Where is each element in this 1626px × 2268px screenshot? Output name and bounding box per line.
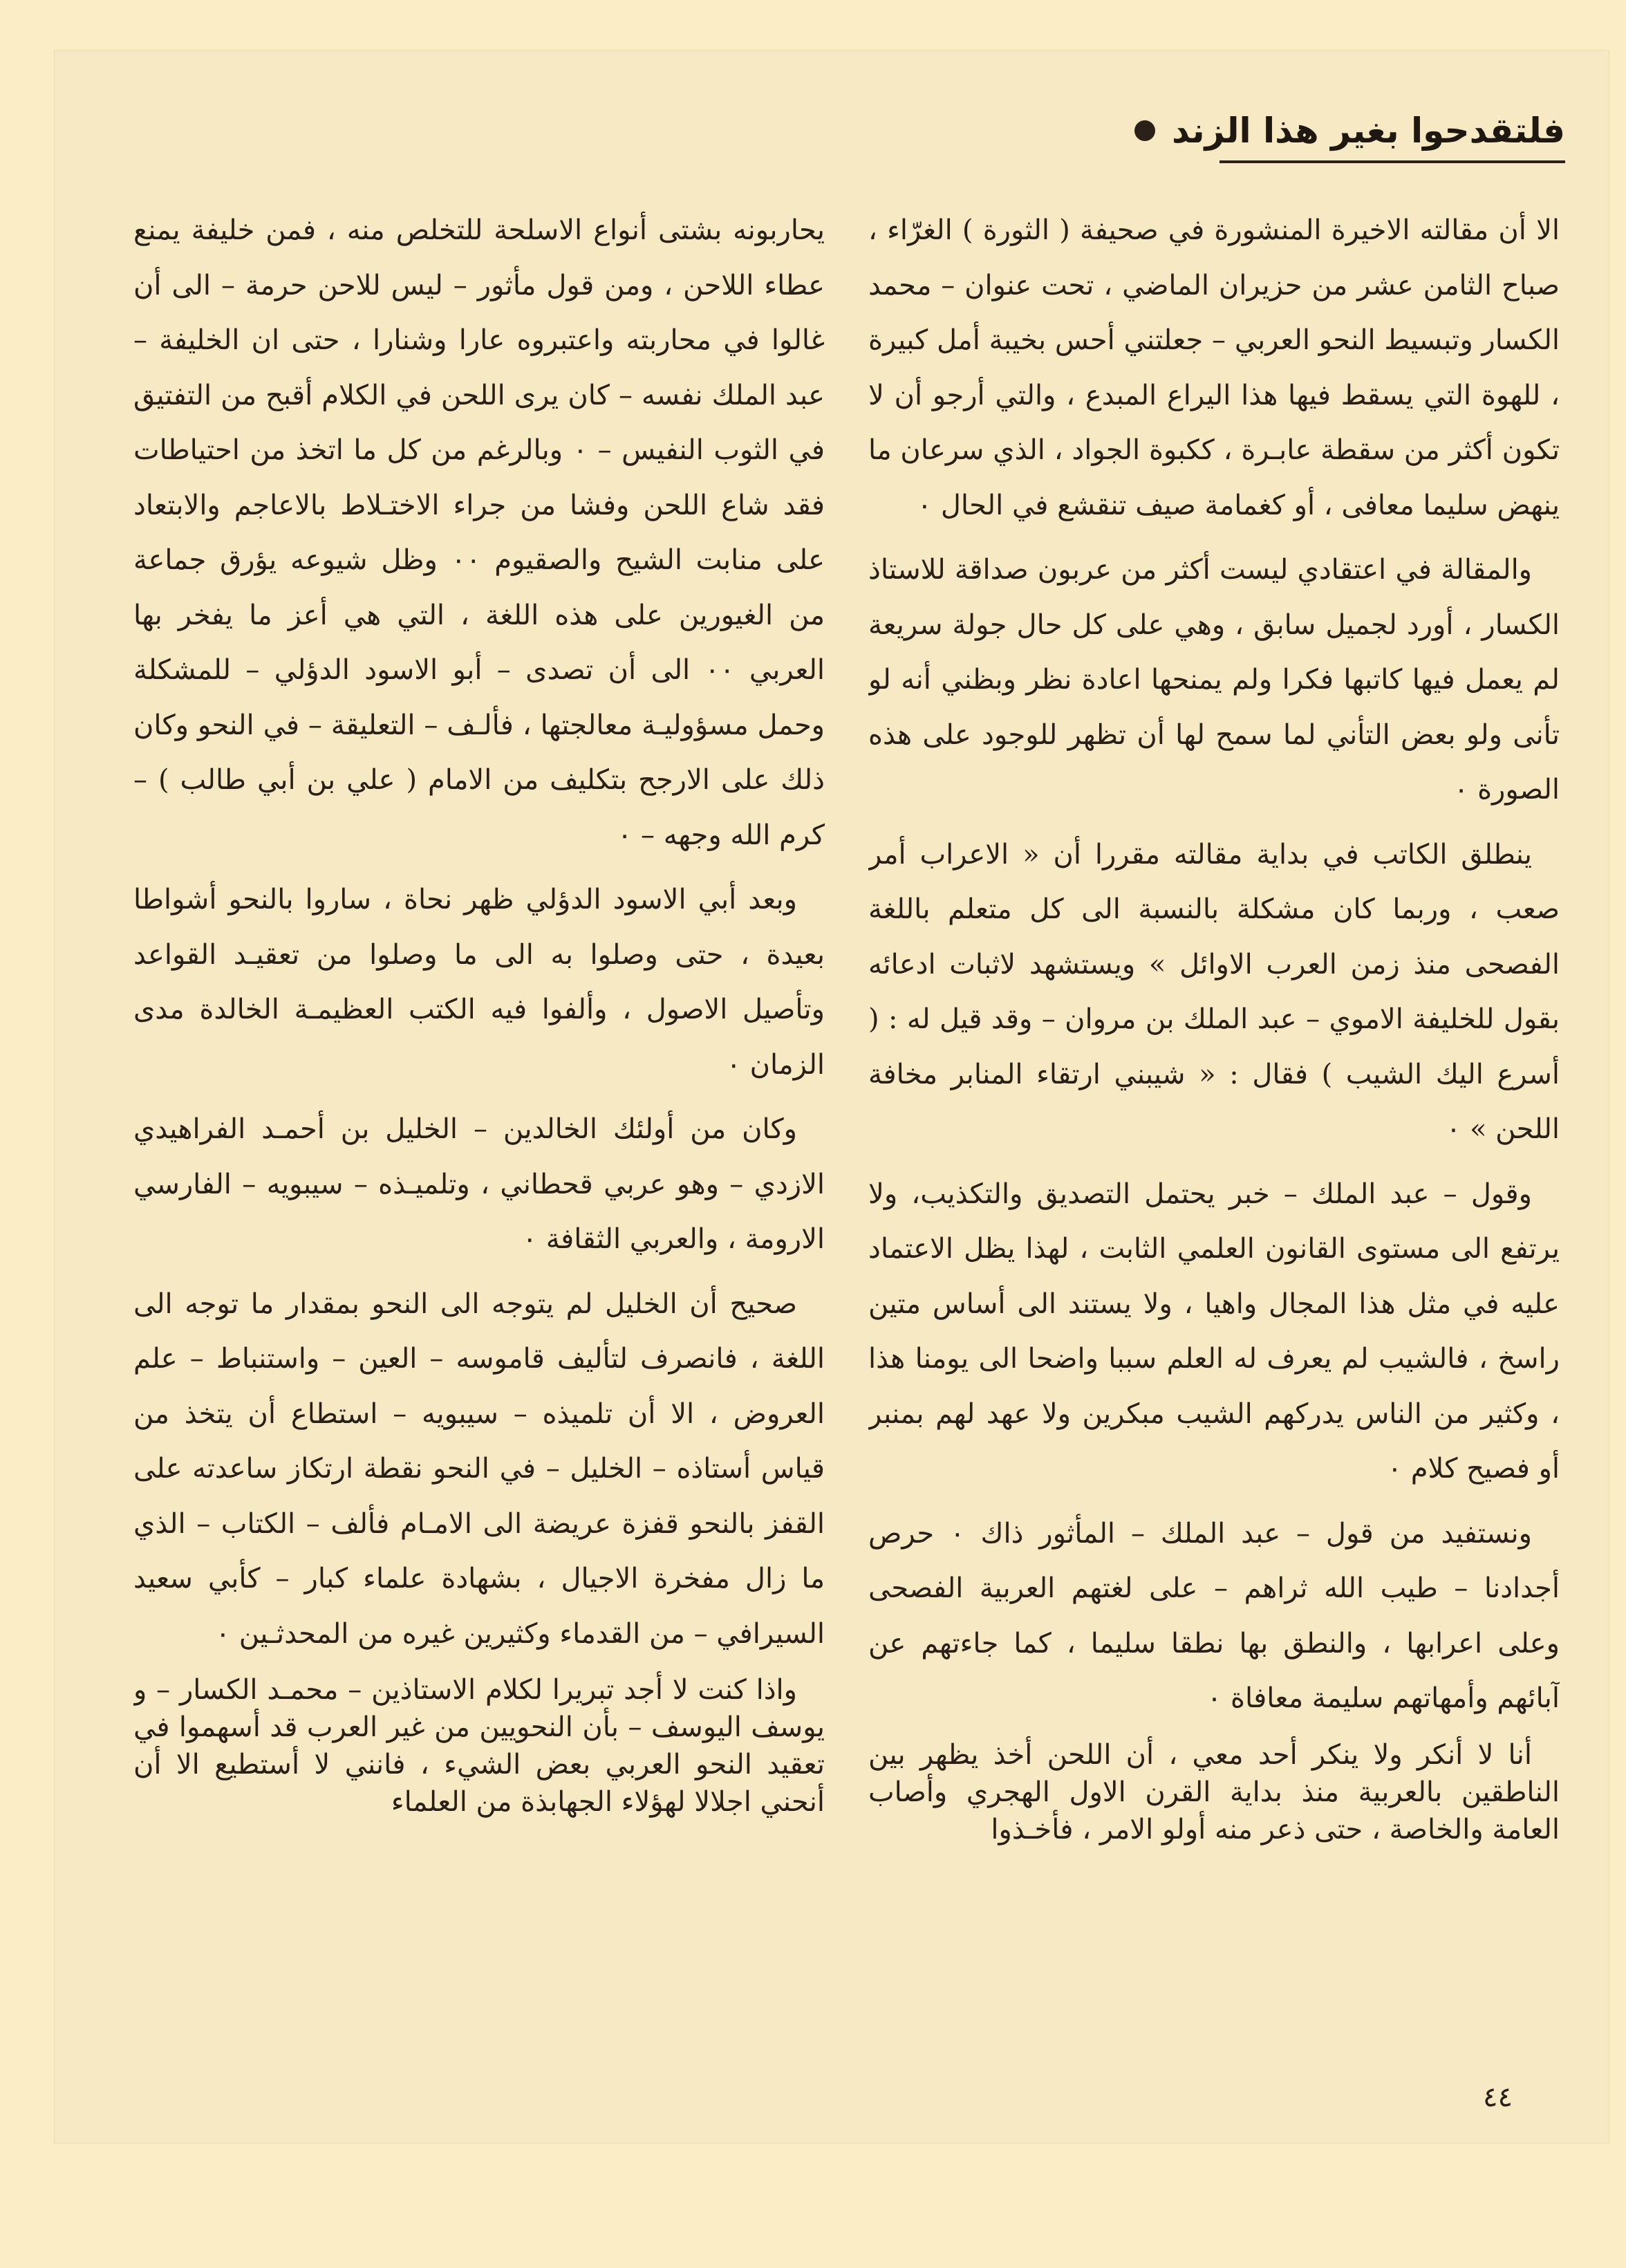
header-rule (1220, 160, 1565, 163)
paragraph: ونستفيد من قول – عبد الملك – المأثور ذاك ٠ حرص أجدادنا – طيب الله ثراهم – على لغتهم العربية الفصحى وعلى اعرابها ، والنطق بها نطقا سليما ، كما جاءتهم عن آبائهم وأمهاتهم سليمة معافاة ٠ (868, 1517, 1560, 1714)
paragraph: صحيح أن الخليل لم يتوجه الى النحو بمقدار ما توجه الى اللغة ، فانصرف لتأليف قاموسه – العين – واستنباط – علم العروض ، الا أن تلميذه – سيبويه – استطاع أن يتخذ من قياس أستاذه – الخليل – في النحو نقطة ارتكاز ساعدته على القفز بالنحو قفزة عريضة الى الامـام فألف – الكتاب – الذي ما زال مفخرة الاجيال ، بشهادة علماء كبار – كأبي سعيد السيرافي – من القدماء وكثيرين غيره من المحدثـين ٠ (133, 1288, 825, 1650)
paragraph: ينطلق الكاتب في بداية مقالته مقررا أن « الاعراب أمر صعب ، وربما كان مشكلة بالنسبة الى كل متعلم باللغة الفصحى منذ زمن العرب الاوائل » ويستشهد لاثبات ادعائه بقول للخليفة الاموي – عبد الملك بن مروان – وقد قيل له : ( أسرع اليك الشيب ) فقال : « شيبني ارتقاء المنابر مخافة اللحن » ٠ (868, 838, 1560, 1145)
paragraph: والمقالة في اعتقادي ليست أكثر من عربون صداقة للاستاذ الكسار ، أورد لجميل سابق ، وهي على كل حال جولة سريعة لم يعمل فيها كاتبها فكرا ولم يمنحها اعادة نظر وبظني أنه لو تأنى ولو بعض التأني لما سمح لها أن تظهر للوجود على هذه الصورة ٠ (868, 554, 1560, 806)
paragraph: وقول – عبد الملك – خبر يحتمل التصديق والتكذيب، ولا يرتفع الى مستوى القانون العلمي الثابت ، لهذا يظل الاعتماد عليه في مثل هذا المجال واهيا ، ولا يستند الى أساس متين راسخ ، فالشيب لم يعرف له العلم سببا واضحا الى يومنا هذا ، وكثير من الناس يدركهم الشيب مبكرين ولا عهد لهم بمنبر أو فصيح كلام ٠ (868, 1178, 1560, 1485)
paragraph: الا أن مقالته الاخيرة المنشورة في صحيفة ( الثورة ) الغرّاء ، صباح الثامن عشر من حزيران الماضي ، تحت عنوان – محمد الكسار وتبسيط النحو العربي – جعلتني أحس بخيبة أمل كبيرة ، للهوة التي يسقط فيها هذا اليراع المبدع ، والتي أرجو أن لا تكون أكثر من سقطة عابـرة ، ككبوة الجواد ، الذي سرعان ما ينهض سليما معافى ، أو كغمامة صيف تنقشع في الحال ٠ (868, 214, 1560, 521)
paragraph: وبعد أبي الاسود الدؤلي ظهر نحاة ، ساروا بالنحو أشواطا بعيدة ، حتى وصلوا به الى ما وصلوا من تعقيـد القواعد وتأصيل الاصول ، وألفوا فيه الكتب العظيمـة الخالدة مدى الزمان ٠ (133, 884, 825, 1081)
magazine-page (54, 50, 1609, 2144)
left-column (133, 203, 825, 2098)
right-column (868, 203, 1560, 2098)
paragraph: واذا كنت لا أجد تبريرا لكلام الاستاذين – محمـد الكسار – و يوسف اليوسف – بأن النحويين من غير العرب قد أسهموا في تعقيد النحو العربي بعض الشيء ، فانني لا أستطيع الا أن أنحني اجلالا لهؤلاء الجهابذة من العلماء (133, 1674, 825, 1818)
paragraph: وكان من أولئك الخالدين – الخليل بن أحمـد الفراهيدي الازدي – وهو عربي قحطاني ، وتلميـذه – سيبويه – الفارسي الارومة ، والعربي الثقافة ٠ (133, 1113, 825, 1255)
article-title: فلتقدحوا بغير هذا الزند (1171, 111, 1565, 151)
page-number: ٤٤ (1483, 2081, 1513, 2113)
bullet-icon (1134, 120, 1155, 141)
paragraph: يحاربونه بشتى أنواع الاسلحة للتخلص منه ، فمن خليفة يمنع عطاء اللاحن ، ومن قول مأثور – ليس للاحن حرمة – الى أن غالوا في محاربته واعتبروه عارا وشنارا ، حتى ان الخليفة – عبد الملك نفسه – كان يرى اللحن في الكلام أقبح من التفتيق في الثوب النفيس – ٠ وبالرغم من كل ما اتخذ من احتياطات فقد شاع اللحن وفشا من جراء الاختـلاط بالاعاجم والابتعاد على منابت الشيح والصقيوم ٠٠ وظل شيوعه يؤرق جماعة من الغيورين على هذه اللغة ، التي هي أعز ما يفخر بها العربي ٠٠ الى أن تصدى – أبو الاسود الدؤلي – للمشكلة وحمل مسؤوليـة معالجتها ، فألـف – التعليقة – في النحو وكان ذلك على الارجح بتكليف من الامام ( علي بن أبي طالب ) – كرم الله وجهه – ٠ (133, 214, 825, 851)
article-header (1134, 111, 1565, 151)
paragraph: أنا لا أنكر ولا ينكر أحد معي ، أن اللحن أخذ يظهر بين الناطقين بالعربية منذ بداية القرن الاول الهجري وأصاب العامة والخاصة ، حتى ذعر منه أولو الامر ، فأخـذوا (868, 1738, 1560, 1846)
